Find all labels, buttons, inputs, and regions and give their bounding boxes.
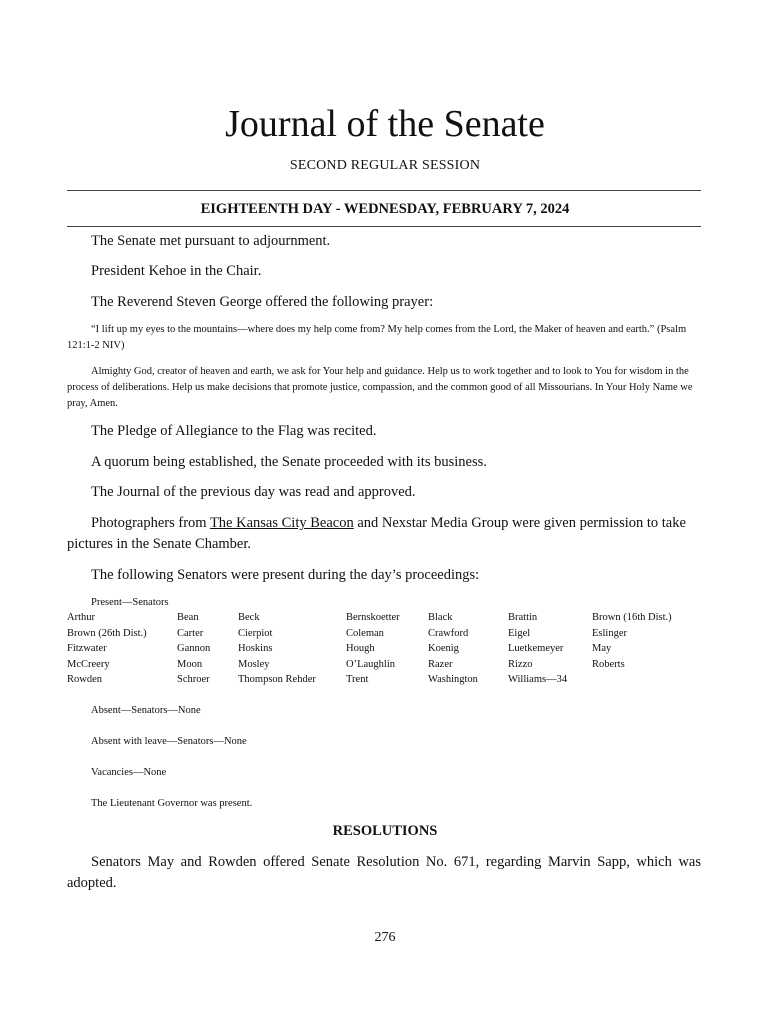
page-number: 276 bbox=[374, 930, 396, 945]
senator-name: Black bbox=[428, 612, 453, 623]
senator-name: Schroer bbox=[177, 674, 210, 685]
top-divider bbox=[67, 190, 701, 191]
senator-name: Bean bbox=[177, 612, 199, 623]
vacancies: Vacancies—None bbox=[91, 767, 167, 778]
senator-name: McCreery bbox=[67, 658, 110, 670]
paragraph-photographers bbox=[67, 513, 701, 555]
paragraph-prayer-intro: The Reverend Steven George offered the following prayer: bbox=[91, 294, 434, 310]
senator-name: Razer bbox=[428, 658, 453, 670]
roster-row bbox=[67, 674, 701, 690]
senator-name: Rowden bbox=[67, 674, 102, 685]
journal-title: Journal of the Senate bbox=[225, 103, 545, 145]
senator-name: Beck bbox=[238, 612, 260, 623]
paragraph-pledge: The Pledge of Allegiance to the Flag was recited. bbox=[91, 423, 377, 439]
senator-name: Washington bbox=[428, 674, 478, 685]
present-label: Present—Senators bbox=[91, 597, 169, 608]
senator-name: Gannon bbox=[177, 643, 211, 654]
senator-name: Hoskins bbox=[238, 643, 273, 654]
roster-row bbox=[67, 659, 701, 675]
senator-name: Brown (26th Dist.) bbox=[67, 627, 147, 639]
senator-name: Fitzwater bbox=[67, 643, 107, 654]
photographers-text-after: and Nexstar Media Group were given permission to take pictures in the Senate Chamber. bbox=[67, 515, 686, 552]
paragraph-president: President Kehoe in the Chair. bbox=[91, 263, 262, 279]
senator-name: Roberts bbox=[592, 658, 625, 670]
prayer-text: Almighty God, creator of heaven and earth, we ask for Your help and guidance. Help us to work together and to look to You for wisdom in the process of deliberations. Help us make decisions that promote justice, compassion, and the common good of all Missourians. In Your Holy Name we pray, Amen. bbox=[67, 366, 693, 409]
day-heading: EIGHTEENTH DAY - WEDNESDAY, FEBRUARY 7, 2024 bbox=[200, 201, 570, 217]
bottom-divider bbox=[67, 226, 701, 227]
senator-name: Trent bbox=[346, 674, 369, 685]
senator-name: Eslinger bbox=[592, 627, 627, 639]
senator-name: Williams—34 bbox=[508, 674, 568, 685]
paragraph-adjournment: The Senate met pursuant to adjournment. bbox=[91, 233, 331, 249]
absent-senators: Absent—Senators—None bbox=[91, 705, 201, 716]
senator-name: Thompson Rehder bbox=[238, 674, 316, 685]
roster-row bbox=[67, 612, 701, 628]
paragraph-senators-present: The following Senators were present during the day’s proceedings: bbox=[91, 567, 480, 583]
roster-row bbox=[67, 628, 701, 644]
senator-name: O’Laughlin bbox=[346, 658, 395, 670]
session-subtitle: SECOND REGULAR SESSION bbox=[289, 158, 481, 173]
senator-name: Mosley bbox=[238, 658, 270, 670]
senator-name: Brattin bbox=[508, 612, 538, 623]
resolutions-heading: RESOLUTIONS bbox=[332, 823, 438, 839]
photographers-text-before: Photographers from bbox=[91, 515, 210, 531]
senator-name: Arthur bbox=[67, 612, 95, 623]
prayer-quote: “I lift up my eyes to the mountains—where does my help come from? My help comes from the Lord, the Maker of heaven and earth.” (Psalm 121:1-2 NIV) bbox=[67, 324, 687, 351]
senator-name: Carter bbox=[177, 627, 204, 639]
paragraph-journal: The Journal of the previous day was read and approved. bbox=[91, 484, 416, 500]
paragraph-quorum: A quorum being established, the Senate proceeded with its business. bbox=[91, 454, 487, 470]
roster-row bbox=[67, 643, 701, 659]
senator-name: Crawford bbox=[428, 627, 469, 639]
senator-name: Coleman bbox=[346, 627, 384, 639]
senator-name: Koenig bbox=[428, 643, 459, 654]
senator-name: Bernskoetter bbox=[346, 612, 400, 623]
resolution-paragraph: Senators May and Rowden offered Senate Resolution No. 671, regarding Marvin Sapp, which was adopted. bbox=[67, 854, 701, 891]
senator-name: Brown (16th Dist.) bbox=[592, 612, 672, 623]
senator-name: Luetkemeyer bbox=[508, 643, 564, 654]
kansas-city-beacon-link[interactable]: The Kansas City Beacon bbox=[209, 515, 354, 531]
senator-roster bbox=[67, 612, 701, 690]
lieutenant-governor-note: The Lieutenant Governor was present. bbox=[91, 798, 253, 809]
absent-with-leave: Absent with leave—Senators—None bbox=[91, 736, 247, 747]
senator-name: Rizzo bbox=[508, 658, 533, 670]
senator-name: Hough bbox=[346, 643, 375, 654]
senator-name: Moon bbox=[177, 658, 203, 670]
senator-name: Cierpiot bbox=[238, 627, 273, 639]
senator-name: Eigel bbox=[508, 627, 531, 639]
senator-name: May bbox=[592, 643, 612, 654]
